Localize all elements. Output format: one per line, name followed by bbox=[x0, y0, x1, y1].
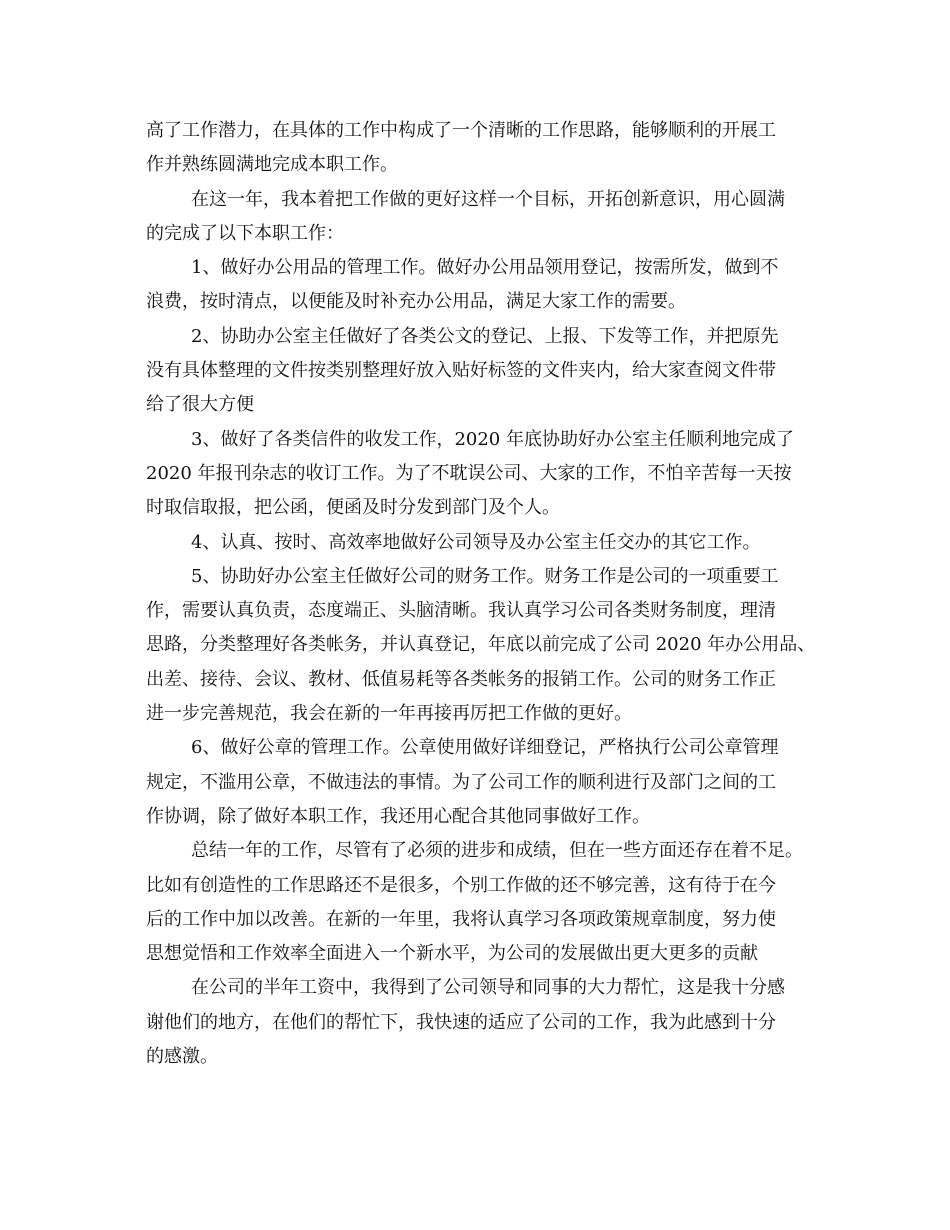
text-line: 1、做好办公用品的管理工作。做好办公用品领用登记，按需所发，做到不 bbox=[191, 257, 779, 279]
text-line: 没有具体整理的文件按类别整理好放入贴好标签的文件夹内，给大家查阅文件带 bbox=[146, 360, 776, 382]
text-line: 作并熟练圆满地完成本职工作。 bbox=[146, 154, 398, 176]
text-line: 的感激。 bbox=[146, 1046, 218, 1068]
text-line: 谢他们的地方，在他们的帮忙下，我快速的适应了公司的工作，我为此感到十分 bbox=[146, 1011, 776, 1033]
text-line: 给了很大方便 bbox=[146, 394, 254, 416]
text-line: 浪费，按时清点，以便能及时补充办公用品，满足大家工作的需要。 bbox=[146, 291, 686, 313]
text-line: 思路，分类整理好各类帐务，并认真登记，年底以前完成了公司 2020 年办公用品、 bbox=[146, 634, 816, 656]
text-line: 作，需要认真负责，态度端正、头脑清晰。我认真学习公司各类财务制度，理清 bbox=[146, 600, 776, 622]
text-line: 规定，不滥用公章，不做违法的事情。为了公司工作的顺利进行及部门之间的工 bbox=[146, 771, 776, 793]
text-line: 思想觉悟和工作效率全面进入一个新水平，为公司的发展做出更大更多的贡献 bbox=[146, 943, 758, 965]
text-line: 高了工作潜力，在具体的工作中构成了一个清晰的工作思路，能够顺利的开展工 bbox=[146, 120, 776, 141]
text-line: 出差、接待、会议、教材、低值易耗等各类帐务的报销工作。公司的财务工作正 bbox=[146, 668, 776, 690]
text-line: 时取信取报，把公函，便函及时分发到部门及个人。 bbox=[146, 497, 560, 519]
text-line: 在公司的半年工资中，我得到了公司领导和同事的大力帮忙，这是我十分感 bbox=[191, 977, 785, 999]
text-line: 总结一年的工作，尽管有了必须的进步和成绩，但在一些方面还存在着不足。 bbox=[191, 840, 803, 862]
text-line: 3、做好了各类信件的收发工作，2020 年底协助好办公室主任顺利地完成了 bbox=[191, 428, 794, 450]
text-line: 2、协助办公室主任做好了各类公文的登记、上报、下发等工作，并把原先 bbox=[191, 325, 779, 347]
document-body bbox=[146, 114, 816, 1074]
text-line: 在这一年，我本着把工作做的更好这样一个目标，开拓创新意识，用心圆满 bbox=[191, 188, 785, 210]
text-line: 比如有创造性的工作思路还不是很多，个别工作做的还不够完善，这有待于在今 bbox=[146, 874, 776, 896]
text-line: 后的工作中加以改善。在新的一年里，我将认真学习各项政策规章制度，努力使 bbox=[146, 908, 776, 930]
text-line: 4、认真、按时、高效率地做好公司领导及办公室主任交办的其它工作。 bbox=[191, 531, 761, 553]
text-line: 进一步完善规范，我会在新的一年再接再厉把工作做的更好。 bbox=[146, 703, 632, 725]
text-line: 的完成了以下本职工作： bbox=[146, 222, 344, 244]
text-line: 5、协助好办公室主任做好公司的财务工作。财务工作是公司的一项重要工 bbox=[191, 565, 779, 587]
text-line: 2020 年报刊杂志的收订工作。为了不耽误公司、大家的工作，不怕辛苦每一天按 bbox=[146, 462, 792, 484]
text-line: 作协调，除了做好本职工作，我还用心配合其他同事做好工作。 bbox=[146, 805, 650, 827]
text-line: 6、做好公章的管理工作。公章使用做好详细登记，严格执行公司公章管理 bbox=[191, 737, 779, 759]
